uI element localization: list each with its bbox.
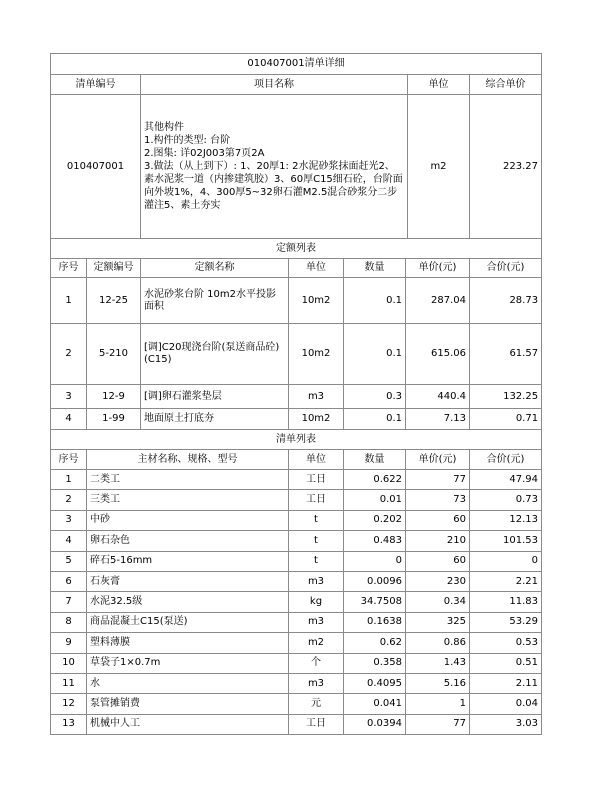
header-unit: 单位	[408, 75, 470, 95]
mat-col-price: 单价(元)	[406, 450, 470, 470]
item-code: 010407001	[51, 95, 141, 239]
mat-unit: 工日	[289, 714, 344, 734]
quota-code: 5-210	[87, 324, 141, 385]
mat-price: 0.86	[406, 633, 470, 653]
mat-name: 二类工	[87, 470, 289, 490]
mat-total: 0	[470, 551, 542, 571]
quota-price: 7.13	[406, 409, 470, 430]
quota-no: 4	[51, 409, 87, 430]
mat-name: 碎石5-16mm	[87, 551, 289, 571]
mat-price: 77	[406, 714, 470, 734]
item-unit: m2	[408, 95, 470, 239]
mat-total: 2.11	[470, 673, 542, 693]
header-price: 综合单价	[470, 75, 542, 95]
quota-no: 2	[51, 324, 87, 385]
mat-price: 1	[406, 694, 470, 714]
mat-unit: m3	[289, 612, 344, 632]
quota-col-code: 定额编号	[87, 259, 141, 278]
mat-qty: 0	[344, 551, 406, 571]
table-row	[51, 673, 542, 693]
quota-section-title: 定额列表	[51, 239, 542, 259]
quota-total: 0.71	[470, 409, 542, 430]
table-row	[51, 531, 542, 551]
mat-col-no: 序号	[51, 450, 87, 470]
mat-price: 1.43	[406, 653, 470, 673]
quota-qty: 0.3	[344, 385, 406, 409]
mat-total: 0.73	[470, 490, 542, 510]
mat-total: 12.13	[470, 510, 542, 530]
table-row	[51, 653, 542, 673]
mat-price: 230	[406, 571, 470, 591]
quota-price: 440.4	[406, 385, 470, 409]
quota-col-unit: 单位	[289, 259, 344, 278]
quota-name: [调]卵石灌浆垫层	[141, 385, 289, 409]
mat-qty: 0.4095	[344, 673, 406, 693]
table-row	[51, 510, 542, 530]
mat-name: 水	[87, 673, 289, 693]
mat-name: 塑料薄膜	[87, 633, 289, 653]
mat-price: 5.16	[406, 673, 470, 693]
mat-unit: 个	[289, 653, 344, 673]
quota-code: 12-25	[87, 278, 141, 324]
quota-name: 水泥砂浆台阶 10m2水平投影面积	[141, 278, 289, 324]
mat-unit: t	[289, 551, 344, 571]
table-row	[51, 714, 542, 734]
mat-no: 10	[51, 653, 87, 673]
mat-no: 3	[51, 510, 87, 530]
mat-name: 中砂	[87, 510, 289, 530]
quota-name: 地面原土打底夯	[141, 409, 289, 430]
quota-no: 1	[51, 278, 87, 324]
table-row	[51, 470, 542, 490]
table-row	[51, 633, 542, 653]
mat-no: 11	[51, 673, 87, 693]
mat-no: 4	[51, 531, 87, 551]
mat-qty: 0.01	[344, 490, 406, 510]
materials-header-row	[51, 450, 542, 470]
quota-qty: 0.1	[344, 278, 406, 324]
mat-qty: 0.622	[344, 470, 406, 490]
table-row	[51, 490, 542, 510]
materials-body	[51, 470, 542, 735]
quota-code: 12-9	[87, 385, 141, 409]
quota-col-total: 合价(元)	[470, 259, 542, 278]
mat-unit: m3	[289, 673, 344, 693]
quota-price: 615.06	[406, 324, 470, 385]
mat-no: 8	[51, 612, 87, 632]
mat-name: 草袋子1×0.7m	[87, 653, 289, 673]
quota-unit: 10m2	[289, 409, 344, 430]
mat-total: 3.03	[470, 714, 542, 734]
header-name: 项目名称	[141, 75, 408, 95]
quota-name: [调]C20现浇台阶(泵送商品砼)(C15)	[141, 324, 289, 385]
mat-no: 6	[51, 571, 87, 591]
mat-name: 卵石杂色	[87, 531, 289, 551]
table-row	[51, 278, 542, 324]
mat-price: 73	[406, 490, 470, 510]
table-row	[51, 592, 542, 612]
mat-qty: 0.041	[344, 694, 406, 714]
table-row	[51, 551, 542, 571]
quota-header-row	[51, 259, 542, 278]
mat-no: 9	[51, 633, 87, 653]
mat-col-unit: 单位	[289, 450, 344, 470]
quota-col-price: 单价(元)	[406, 259, 470, 278]
quota-no: 3	[51, 385, 87, 409]
mat-total: 101.53	[470, 531, 542, 551]
bill-detail-sheet	[50, 53, 541, 735]
quota-total: 28.73	[470, 278, 542, 324]
mat-unit: 工日	[289, 470, 344, 490]
quota-price: 287.04	[406, 278, 470, 324]
quota-table	[50, 238, 542, 430]
mat-total: 0.51	[470, 653, 542, 673]
table-row	[51, 571, 542, 591]
mat-total: 2.21	[470, 571, 542, 591]
mat-qty: 0.358	[344, 653, 406, 673]
mat-price: 60	[406, 510, 470, 530]
quota-col-name: 定额名称	[141, 259, 289, 278]
item-description: 其他构件 1.构件的类型: 台阶 2.图集: 详02J003第7页2A 3.做法（从上到下）: 1、20厚1: 2水泥砂浆抹面赶光2、素水泥浆一道（内掺建筑胶）3、60厚C15细石砼，台阶面向外坡1%，4、300厚5~32卵石灌M2.5混合砂浆分二步灌注5、素土夯实	[141, 95, 408, 239]
mat-total: 11.83	[470, 592, 542, 612]
quota-unit: m3	[289, 385, 344, 409]
mat-unit: kg	[289, 592, 344, 612]
mat-unit: t	[289, 531, 344, 551]
quota-total: 61.57	[470, 324, 542, 385]
mat-price: 60	[406, 551, 470, 571]
mat-no: 7	[51, 592, 87, 612]
mat-no: 13	[51, 714, 87, 734]
mat-no: 1	[51, 470, 87, 490]
mat-col-qty: 数量	[344, 450, 406, 470]
mat-qty: 0.62	[344, 633, 406, 653]
materials-table	[50, 429, 542, 735]
mat-unit: t	[289, 510, 344, 530]
mat-unit: m2	[289, 633, 344, 653]
table-row	[51, 612, 542, 632]
mat-name: 石灰膏	[87, 571, 289, 591]
table-row	[51, 324, 542, 385]
header-code: 清单编号	[51, 75, 141, 95]
mat-qty: 0.483	[344, 531, 406, 551]
mat-name: 机械中人工	[87, 714, 289, 734]
materials-section-title: 清单列表	[51, 430, 542, 450]
mat-qty: 34.7508	[344, 592, 406, 612]
mat-col-name: 主材名称、规格、型号	[87, 450, 289, 470]
quota-qty: 0.1	[344, 409, 406, 430]
mat-unit: m3	[289, 571, 344, 591]
quota-total: 132.25	[470, 385, 542, 409]
mat-unit: 工日	[289, 490, 344, 510]
mat-price: 0.34	[406, 592, 470, 612]
mat-qty: 0.1638	[344, 612, 406, 632]
quota-col-qty: 数量	[344, 259, 406, 278]
quota-col-no: 序号	[51, 259, 87, 278]
mat-price: 210	[406, 531, 470, 551]
mat-no: 2	[51, 490, 87, 510]
mat-qty: 0.0096	[344, 571, 406, 591]
mat-qty: 0.0394	[344, 714, 406, 734]
bill-item-table	[50, 53, 542, 239]
mat-no: 12	[51, 694, 87, 714]
mat-total: 0.04	[470, 694, 542, 714]
mat-price: 325	[406, 612, 470, 632]
mat-name: 水泥32.5级	[87, 592, 289, 612]
mat-col-total: 合价(元)	[470, 450, 542, 470]
quota-unit: 10m2	[289, 324, 344, 385]
mat-no: 5	[51, 551, 87, 571]
table-row	[51, 385, 542, 409]
item-price: 223.27	[470, 95, 542, 239]
page-title: 010407001清单详细	[51, 54, 542, 75]
mat-name: 三类工	[87, 490, 289, 510]
quota-qty: 0.1	[344, 324, 406, 385]
mat-total: 0.53	[470, 633, 542, 653]
quota-unit: 10m2	[289, 278, 344, 324]
quota-code: 1-99	[87, 409, 141, 430]
table-row	[51, 409, 542, 430]
mat-total: 53.29	[470, 612, 542, 632]
table-row	[51, 694, 542, 714]
mat-unit: 元	[289, 694, 344, 714]
mat-price: 77	[406, 470, 470, 490]
mat-name: 泵管摊销费	[87, 694, 289, 714]
mat-qty: 0.202	[344, 510, 406, 530]
mat-name: 商品混凝土C15(泵送)	[87, 612, 289, 632]
mat-total: 47.94	[470, 470, 542, 490]
